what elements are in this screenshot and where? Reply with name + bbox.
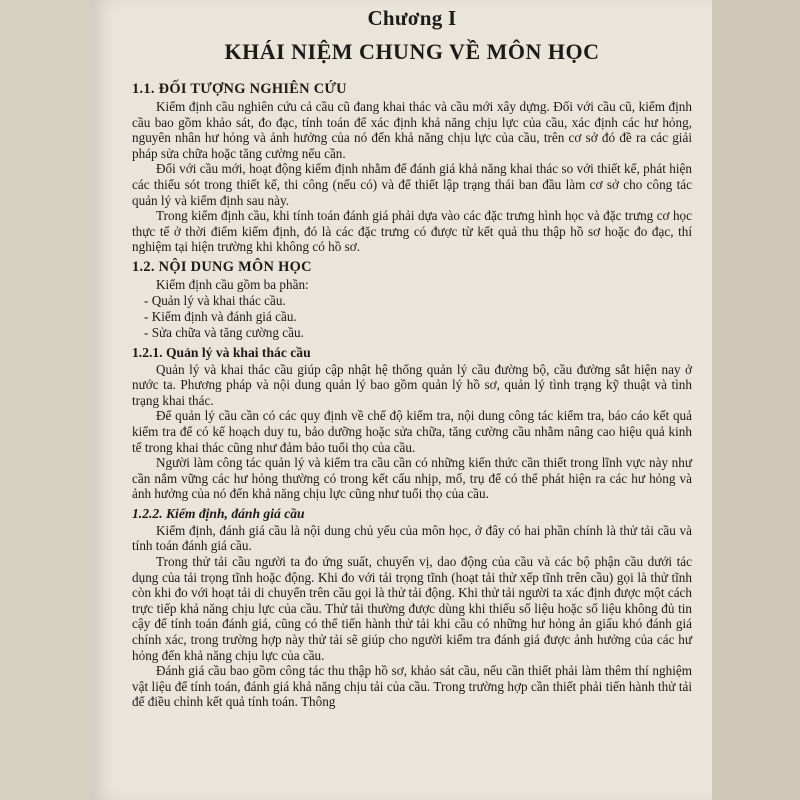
book-page [92,0,712,800]
chapter-title: KHÁI NIỆM CHUNG VỀ MÔN HỌC [224,39,600,64]
list-item: - Sửa chữa và tăng cường cầu. [144,324,304,340]
paragraph: Trong thử tải cầu người ta đo ứng suất, chuyển vị, dao động của cầu và các bộ phận cầu dưới tác dụng của tải trọng tĩnh hoặc động. Khi đo với tải trọng tĩnh (hoạt tải thử xếp tĩnh trên cầu) gọi là thử tĩnh còn khi đo với hoạt tải di chuyển trên cầu gọi là thử tải động. Khi thử tải người ta xác định được một cách trực tiếp khả năng chịu lực của cầu. Thử tải thường được dùng khi thiếu số liệu hoặc số liệu không đủ tin cậy để tính toán đánh giá, cũng có thể tiến hành thử tải khi cầu có những hư hỏng ản giấu khó đánh giá chính xác, trong trường hợp này thử tải sẽ giúp cho người kiểm tra đánh giá được ảnh hưởng của các hư hỏng đến khả năng chịu lực của cầu. [132,554,692,663]
paragraph: Người làm công tác quản lý và kiểm tra cầu cần có những kiến thức cần thiết trong lĩnh vực này như cần nắm vững các hư hỏng thường có trong kết cấu nhịp, mố, trụ để có thể phát hiện ra các hư hỏng và ảnh hưởng của nó đến khả năng chịu lực cũng như tuổi thọ của cầu. [132,455,692,502]
paragraph: Đối với cầu mới, hoạt động kiểm định nhằm để đánh giá khả năng khai thác so với thiết kế, phát hiện các thiếu sót trong thiết kế, thi công (nếu có) và để thiết lập trạng thái ban đầu làm cơ sở cho công tác quản lý và kiểm định sau này. [132,161,692,208]
paragraph: Trong kiểm định cầu, khi tính toán đánh giá phải dựa vào các đặc trưng hình học và đặc trưng cơ học thực tế ở thời điểm kiểm định, đó là các đặc trưng có được từ kết quả thu thập hồ sơ hoặc đo đạc, thí nghiệm tại hiện trường khi không có hồ sơ. [132,208,692,255]
background-left [0,0,92,800]
paragraph: Kiểm định cầu nghiên cứu cả cầu cũ đang khai thác và cầu mới xây dựng. Đối với cầu cũ, kiểm định cầu bao gồm khảo sát, đo đạc, tính toán để xác định khả năng chịu lực của cầu, xác định các hư hỏng, nguyên nhân hư hỏng và ảnh hưởng của nó đến khả năng chịu lực của cầu, trên cơ sở đó đề ra các giải pháp sửa chữa hoặc tăng cường nếu cần. [132,99,692,161]
paragraph: Kiểm định cầu gồm ba phần: [156,276,309,292]
section-1-2-heading: 1.2. NỘI DUNG MÔN HỌC [132,258,312,275]
background-right [712,0,800,800]
section-1-2-2-heading: 1.2.2. Kiểm định, đánh giá cầu [132,505,305,521]
paragraph: Kiểm định, đánh giá cầu là nội dung chủ yếu của môn học, ở đây có hai phần chính là thử tải cầu và tính toán đánh giá cầu. [132,522,692,554]
list-item: - Kiểm định và đánh giá cầu. [144,308,297,324]
paragraph: Để quản lý cầu cần có các quy định về chế độ kiểm tra, nội dung công tác kiểm tra, báo cáo kết quả kiểm tra để có kế hoạch duy tu, bảo dưỡng hoặc sửa chữa, tăng cường cầu nhằm nâng cao hiệu quả kinh tế trong khai thác cũng như đảm bảo tuổi thọ của cầu. [132,408,692,455]
chapter-number: Chương I [367,6,457,30]
page-content [132,6,692,710]
list-item: - Quản lý và khai thác cầu. [144,292,286,308]
section-1-1-heading: 1.1. ĐỐI TƯỢNG NGHIÊN CỨU [132,81,347,97]
content-list [132,293,692,341]
paragraph: Quản lý và khai thác cầu giúp cập nhật hệ thống quản lý cầu đường bộ, cầu đường sắt hiện nay ở nước ta. Phương pháp và nội dung quản lý bao gồm quản lý hồ sơ, quản lý tình trạng kỹ thuật và tình trạng khai thác. [132,361,692,408]
section-1-2-1-heading: 1.2.1. Quản lý và khai thác cầu [132,344,311,360]
paragraph: Đánh giá cầu bao gồm công tác thu thập hồ sơ, khảo sát cầu, nếu cần thiết phải làm thêm thí nghiệm vật liệu để tính toán, đánh giá khả năng chịu tải của cầu. Trong trường hợp cần thiết phải tiến hành thử tải để điều chỉnh kết quả tính toán. Thông [132,663,692,710]
